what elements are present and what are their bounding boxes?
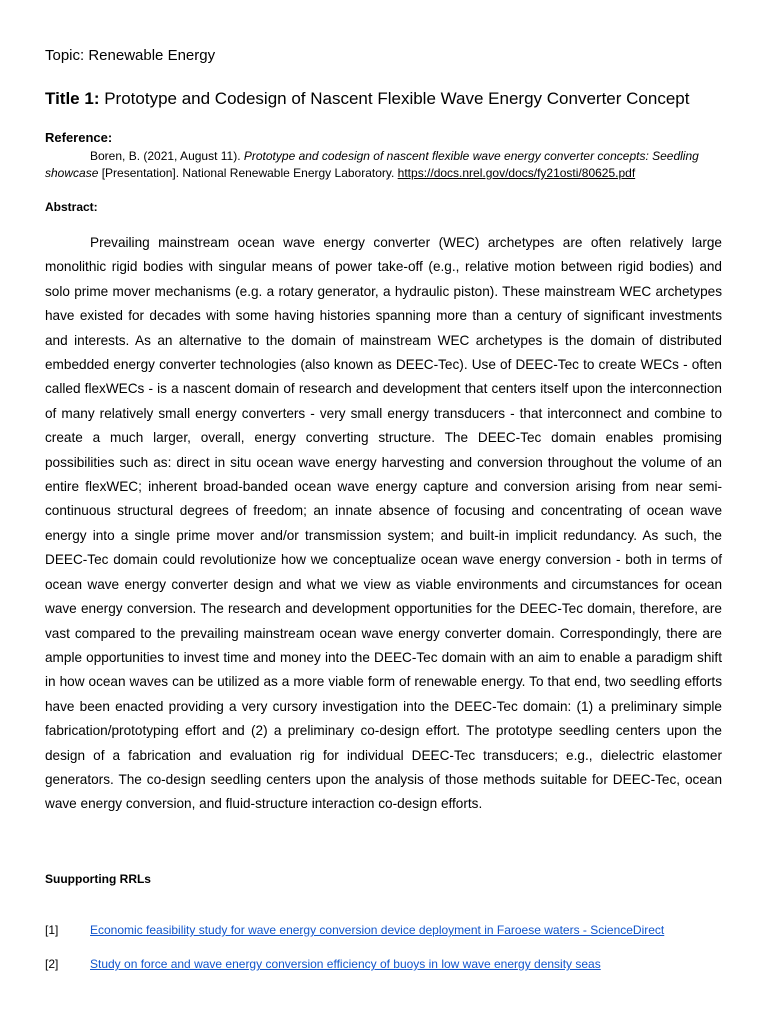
citation-author-date: Boren, B. (2021, August 11).	[90, 149, 244, 163]
document-title	[45, 89, 689, 109]
rrl-number: [1]	[45, 923, 59, 937]
title-text: Prototype and Codesign of Nascent Flexible Wave Energy Converter Concept	[104, 89, 690, 108]
rrl-item	[45, 957, 601, 971]
rrl-link[interactable]: Economic feasibility study for wave energy conversion device deployment in Faroese waters - ScienceDirect	[90, 923, 665, 937]
reference-citation	[45, 148, 735, 182]
citation-link[interactable]: https://docs.nrel.gov/docs/fy21osti/80625.pdf	[397, 166, 636, 180]
reference-heading: Reference:	[45, 130, 113, 145]
rrl-link[interactable]: Study on force and wave energy conversion efficiency of buoys in low wave energy density seas	[90, 957, 601, 971]
title-label: Title 1:	[45, 89, 100, 108]
abstract-body: Prevailing mainstream ocean wave energy converter (WEC) archetypes are often relatively large monolithic rigid bodies with singular means of power take-off (e.g., relative motion between rigid bodies) and solo prime mover mechanisms (e.g. a rotary generator, a hydraulic piston). These mainstream WEC archetypes have existed for decades with some having histories spanning more than a century of significant investments and interests. As an alternative to the domain of mainstream WEC archetypes is the domain of distributed embedded energy converter technologies (also known as DEEC-Tec). Use of DEEC-Tec to create WECs - often called flexWECs - is a nascent domain of research and development that centers itself upon the interconnection of many relatively small energy converters - very small energy transducers - that interconnect and combine to create a much larger, overall, energy converting structure. The DEEC-Tec domain enables promising possibilities such as: direct in situ ocean wave energy harvesting and conversion throughout the volume of an entire flexWEC; inherent broad-banded ocean wave energy capture and conversion arising from near semi-continuous structural degrees of freedom; an innate absence of focusing and concentrating of ocean wave energy into a single prime mover and/or transmission system; and built-in implicit redundancy. As such, the DEEC-Tec domain could revolutionize how we conceptualize ocean wave energy conversion - both in terms of ocean wave energy converter design and what we view as viable environments and circumstances for ocean wave energy conversion. The research and development opportunities for the DEEC-Tec domain, therefore, are vast compared to the prevailing mainstream ocean wave energy converter domain. Correspondingly, there are ample opportunities to invest time and money into the DEEC-Tec domain with an aim to enable a paradigm shift in how ocean waves can be utilized as a more viable form of renewable energy. To that end, two seedling efforts have been enacted providing a very cursory investigation into the DEEC-Tec domain: (1) a preliminary simple fabrication/prototyping effort and (2) a preliminary co-design effort. The prototype seedling centers upon the design of a fabrication and evaluation rig for individual DEEC-Tec transducers; e.g., dielectric elastomer generators. The co-design seedling centers upon the analysis of those methods suitable for DEEC-Tec, ocean wave energy conversion, and fluid-structure interaction co-design efforts.	[45, 235, 722, 812]
citation-title: Prototype and codesign of nascent flexible wave energy converter concepts: Seedling showcase	[45, 149, 699, 180]
abstract-heading: Abstract:	[45, 200, 98, 214]
rrl-item	[45, 923, 664, 937]
citation-publisher: [Presentation]. National Renewable Energy Laboratory.	[98, 166, 398, 180]
rrl-heading: Suupporting RRLs	[45, 872, 151, 886]
topic-line: Topic: Renewable Energy	[45, 47, 216, 64]
rrl-number: [2]	[45, 957, 59, 971]
